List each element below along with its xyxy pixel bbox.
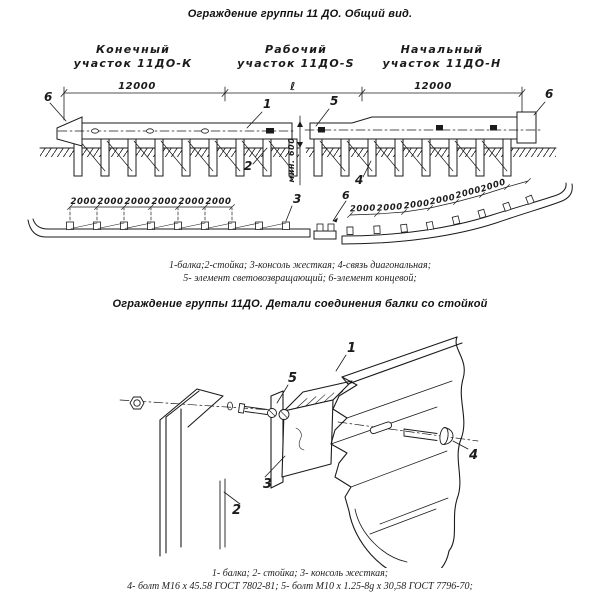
overview-legend	[0, 259, 600, 285]
beam-slot-hole	[369, 421, 392, 434]
plan-view-right	[314, 177, 572, 244]
section-work-label-line1: Рабочий	[264, 43, 328, 56]
end-element-right	[517, 112, 536, 143]
overview-legend-line2: 5- элемент световозвращающий; 6-элемент концевой;	[183, 273, 417, 284]
console-plate	[271, 391, 283, 488]
plan-right-spacing: 2000	[479, 177, 508, 195]
overview-drawing	[0, 36, 600, 258]
elevation-left-run	[40, 117, 299, 176]
beam-torn-edge	[449, 337, 464, 551]
beam-right	[310, 117, 518, 139]
beam-profile	[331, 337, 464, 568]
post-bolt-hole	[228, 402, 233, 410]
detail-callout-beam: 1	[347, 341, 357, 356]
detail-legend	[0, 567, 600, 593]
callout-tie: 4	[355, 173, 364, 187]
plan-right-spacing: 2000	[349, 203, 377, 215]
elevation-right-run	[287, 112, 556, 185]
dim-12000-left: 12000	[118, 81, 156, 92]
plan-left-dimensions	[68, 197, 235, 220]
overview-legend-line1: 1-балка;2-стойка; 3-консоль жесткая; 4-связь диагональная;	[168, 260, 432, 271]
plan-left-spacing: 2000	[151, 197, 178, 207]
callout-beam: 1	[263, 97, 272, 111]
plan-right-spacing: 2000	[403, 198, 431, 212]
detail-callout-post: 2	[232, 503, 242, 518]
detail-callout-bolt5: 5	[288, 371, 298, 386]
section-end-label-line1: Конечный	[95, 43, 171, 56]
section-work-label-line2: участок 11ДО-S	[237, 57, 355, 70]
overview-title: Ограждение группы 11 ДО. Общий вид.	[187, 8, 413, 20]
callout-console-plan: 3	[293, 192, 302, 206]
dim-12000-right: 12000	[414, 81, 452, 92]
console-front-face	[282, 400, 333, 477]
detail-callout-bolt4: 4	[469, 448, 479, 463]
plan-left-spacing: 2000	[97, 197, 124, 207]
plan-right-spacing: 2000	[428, 192, 457, 208]
plan-left-spacing: 2000	[205, 197, 232, 207]
bolt-m16	[404, 427, 453, 445]
callout-end-element-right: 6	[545, 87, 554, 101]
detail-callout-console: 3	[263, 477, 273, 492]
end-element-left	[57, 117, 82, 146]
detail-legend-line1: 1- балка; 2- стойка; 3- консоль жесткая;	[211, 568, 389, 579]
console-bracket	[271, 381, 352, 488]
section-labels	[74, 43, 502, 70]
nut	[130, 397, 144, 409]
plan-right-spacing: 2000	[454, 184, 483, 202]
section-start-label-line1: Начальный	[400, 43, 484, 56]
plan-left-spacing: 2000	[70, 197, 97, 207]
bolt4-axis	[338, 422, 478, 441]
callout-end-element-left: 6	[44, 90, 53, 104]
detail-legend-line2: 4- болт М16 х 45.58 ГОСТ 7802-81; 5- болт М10 х 1.25-8g х 30,58 ГОСТ 7796-70;	[127, 581, 473, 592]
plan-left-spacing: 2000	[178, 197, 205, 207]
section-end-label-line2: участок 11ДО-К	[73, 57, 193, 70]
callout-post: 2	[244, 159, 253, 173]
callout-end-element-plan: 6	[342, 189, 350, 202]
section-start-label-line2: участок 11ДО-Н	[382, 57, 502, 70]
posts-right	[314, 139, 511, 176]
plan-right-spacing: 2000	[376, 202, 404, 214]
plan-left-spacing: 2000	[124, 197, 151, 207]
dim-length-l: ℓ	[290, 80, 296, 93]
detail-drawing	[0, 318, 600, 568]
height-note: мин. 600	[287, 137, 296, 183]
detail-title: Ограждение группы 11ДО. Детали соединения балки со стойкой	[112, 298, 488, 310]
top-dimension-line	[61, 80, 525, 120]
callout-reflector: 5	[330, 94, 339, 108]
detail-callouts	[224, 341, 478, 518]
plan-view-left	[28, 192, 310, 237]
post-channel	[160, 389, 233, 556]
